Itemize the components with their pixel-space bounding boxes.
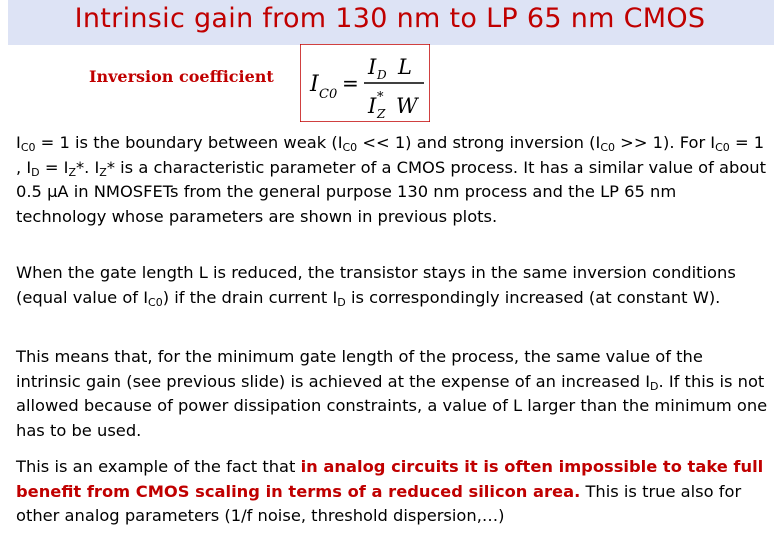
formula-den-i: I <box>368 94 377 118</box>
highlighted-statement: in analog circuits it is often impossible to take full benefit from CMOS scaling in terms of a reduced silicon area. <box>16 457 764 501</box>
paragraph-gate-length: When the gate length L is reduced, the transistor stays in the same inversion conditions (equal value of $I_{C0}$) if the drain current $I_D$ is correspondingly increased (at constant W). <box>16 263 736 309</box>
formula-den-w: W <box>396 94 418 118</box>
formula-equals: = <box>342 71 359 95</box>
paragraph-minimum-gate-length: This means that, for the minimum gate length of the process, the same value of the intrinsic gain (see previous slide) is achieved at the expense of an increased $I_D$. If this is not allowed because of power dissipation constraints, a value of L larger than the minimum one has to be used. <box>16 347 768 440</box>
formula-num-l: L <box>398 55 412 79</box>
formula-num-i: I <box>368 55 377 79</box>
formula-den-sub: Z <box>377 107 386 121</box>
formula-lhs: I <box>310 72 319 97</box>
paragraph-analog-scaling: This is an example of the fact that in analog circuits it is often impossible to take full benefit from CMOS scaling in terms of a reduced silicon area. This is true also for other analog parameters (1/f noise, threshold dispersion,…) <box>16 457 764 525</box>
slide-title: Intrinsic gain from 130 nm to LP 65 nm CMOS <box>74 3 706 34</box>
formula-den-sup: * <box>377 90 384 105</box>
formula-lhs-sub: C0 <box>319 87 338 102</box>
inversion-coefficient-label: Inversion coefficient <box>89 67 274 86</box>
inversion-coefficient-formula <box>300 44 430 122</box>
formula-num-sub: D <box>377 68 387 82</box>
paragraph-inversion-boundary: $I_{C0} = 1$ is the boundary between weak $(I_{C0} << 1)$ and strong inversion $(I_{C0} >> 1)$. For $I_{C0} = 1$ , $I_D = I_Z*$. $I_Z*$ is a characteristic parameter of a CMOS process. It has a similar value of about 0.5 μA in NMOSFETs from the general purpose 130 nm process and the LP 65 nm technology whose parameters are shown in previous plots. <box>16 133 767 226</box>
